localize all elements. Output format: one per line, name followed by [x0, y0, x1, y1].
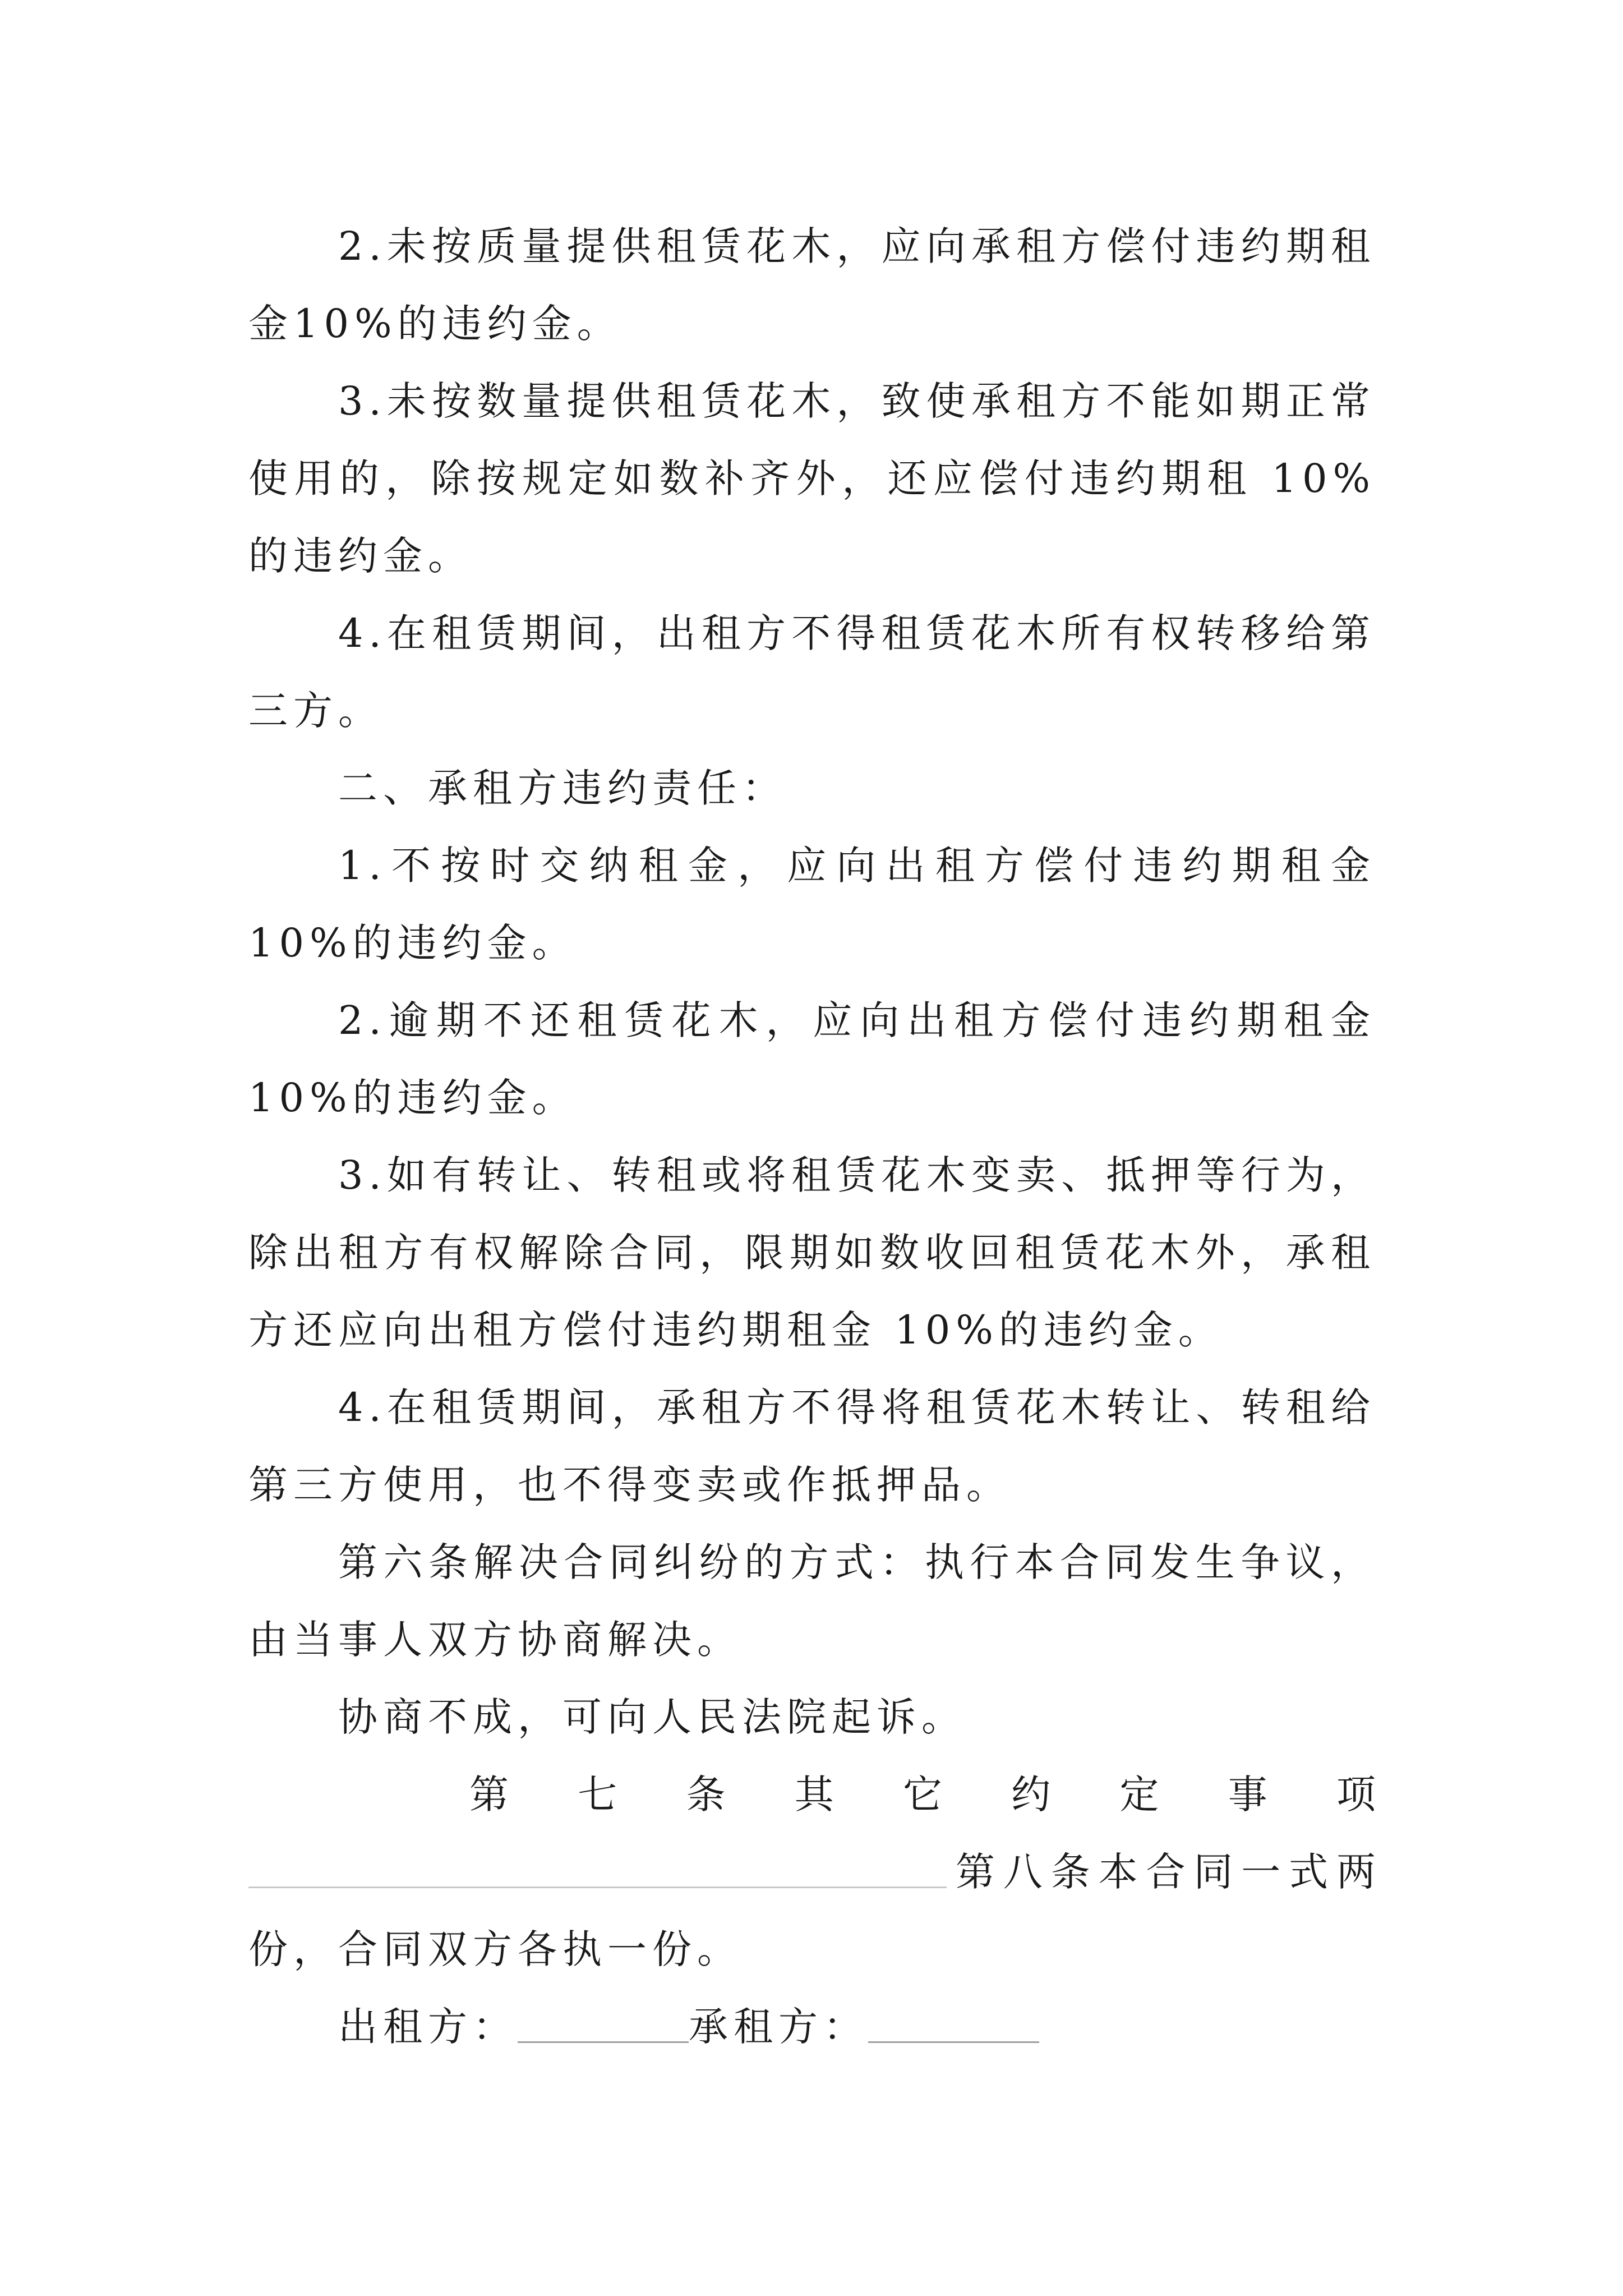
article-7-char: 事 — [1228, 1772, 1267, 1818]
article-7-char: 它 — [903, 1772, 942, 1818]
article-8-char: 一 — [1241, 1849, 1281, 1895]
article-8-char: 两 — [1336, 1849, 1376, 1895]
article-7-char: 其 — [794, 1772, 834, 1818]
article-7-char: 约 — [1011, 1772, 1051, 1818]
article-8-char: 第 — [956, 1849, 995, 1895]
paragraph-lessee-transfer: 3.如有转让、转租或将租赁花木变卖、抵押等行为，除出租方有权解除合同，限期如数收回租赁花木外，承租方还应向出租方偿付违约期租金 10%的违约金。 — [248, 1152, 1376, 1353]
article-7-char: 项 — [1336, 1772, 1376, 1818]
article-7-heading — [248, 1756, 1376, 1833]
lessor-label: 出租方： — [338, 2004, 518, 2050]
paragraph-lessor-ownership: 4.在租赁期间，出租方不得租赁花木所有权转移给第三方。 — [248, 610, 1376, 734]
paragraph-lessor-quantity: 3.未按数量提供租赁花木，致使承租方不能如期正常使用的，除按规定如数补齐外，还应偿付违约期租 10%的违约金。 — [248, 378, 1376, 579]
paragraph-lessee-prohibition: 4.在租赁期间，承租方不得将租赁花木转让、转租给第三方使用，也不得变卖或作抵押品。 — [248, 1384, 1376, 1508]
document-body — [248, 208, 1376, 2065]
article-8-char: 条 — [1050, 1849, 1090, 1895]
article-7-blank-row — [248, 1833, 1376, 1911]
paragraph-court: 协商不成，可向人民法院起诉。 — [338, 1694, 966, 1740]
article-7-char: 条 — [686, 1772, 726, 1818]
article-8-char: 同 — [1193, 1849, 1233, 1895]
article-8-heading — [947, 1833, 1376, 1911]
paragraph-lessor-quality: 2.未按质量提供租赁花木，应向承租方偿付违约期租金10%的违约金。 — [248, 223, 1376, 347]
article-7-blank-line — [248, 1887, 947, 1888]
signature-row — [248, 1988, 1376, 2065]
paragraph-article-6: 第六条解决合同纠纷的方式：执行本合同发生争议，由当事人双方协商解决。 — [248, 1539, 1376, 1663]
article-7-char: 定 — [1119, 1772, 1159, 1818]
paragraph-lessee-overdue: 2.逾期不还租赁花木，应向出租方偿付违约期租金 10%的违约金。 — [248, 997, 1376, 1121]
lessee-signature-blank — [868, 2041, 1039, 2043]
article-8-char: 八 — [1003, 1849, 1043, 1895]
paragraph-lessee-rent: 1.不按时交纳租金，应向出租方偿付违约期租金 10%的违约金。 — [248, 843, 1376, 966]
article-7-char: 七 — [578, 1772, 617, 1818]
lessee-label: 承租方： — [689, 2004, 868, 2050]
article-7-char: 第 — [469, 1772, 509, 1818]
lessor-signature-blank — [518, 2041, 689, 2043]
article-8-char: 本 — [1098, 1849, 1138, 1895]
article-8-char: 合 — [1146, 1849, 1186, 1895]
article-8-continuation: 份，合同双方各执一份。 — [248, 1926, 742, 1972]
section-heading-lessee-liability: 二、承租方违约责任： — [338, 765, 787, 811]
article-8-char: 式 — [1289, 1849, 1329, 1895]
